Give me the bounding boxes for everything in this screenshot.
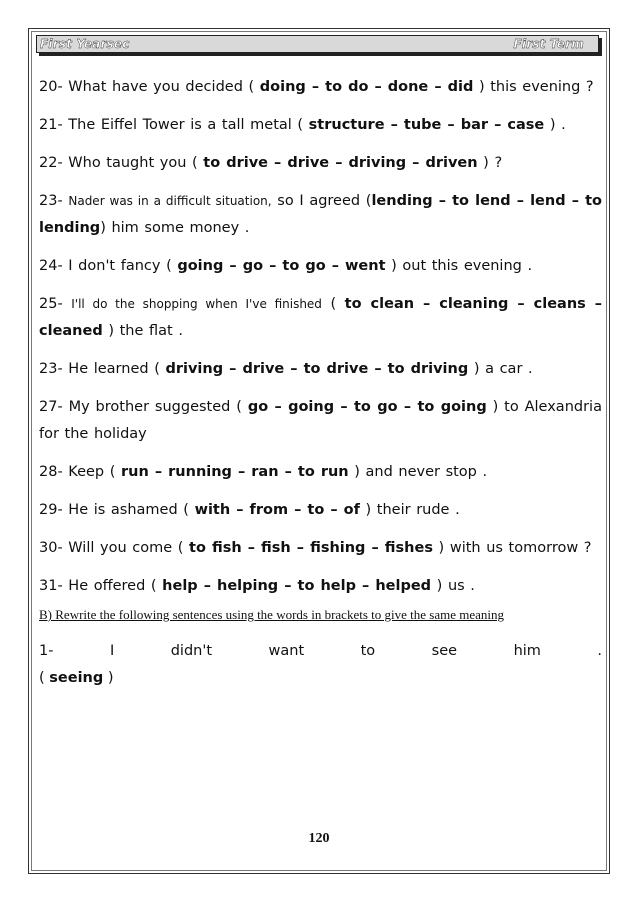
question-text: so I agreed ( <box>271 193 372 209</box>
rewrite-sentence <box>39 638 602 665</box>
question-text-end: ) him some money . <box>100 220 250 236</box>
question-text: 29- He is ashamed ( <box>39 502 195 518</box>
rewrite-word: want <box>268 643 305 659</box>
worksheet-content <box>39 74 602 692</box>
page-number: 120 <box>308 831 330 846</box>
question-text-end: ) this evening ? <box>473 79 594 95</box>
header-right: First Term <box>513 37 584 51</box>
question-options: structure – tube – bar – case <box>308 117 545 133</box>
question-text-end: ) to Alexandria for the holiday <box>39 399 602 442</box>
question-24 <box>39 253 602 280</box>
question-options: with – from – to – of <box>194 502 360 518</box>
question-options: doing – to do – done – did <box>259 79 474 95</box>
question-text-end: ) a car . <box>468 361 533 377</box>
question-text: 27- My brother suggested ( <box>39 399 248 415</box>
question-options: run – running – ran – to run <box>121 464 349 480</box>
question-text: 31- He offered ( <box>39 578 163 594</box>
question-29 <box>39 497 602 524</box>
rewrite-item-1 <box>39 638 602 692</box>
question-number: 25- <box>39 296 72 312</box>
question-text-end: ) their rude . <box>359 502 460 518</box>
header-left: First Yearsec <box>40 37 130 51</box>
question-27 <box>39 394 602 448</box>
question-text-end: ) the flat . <box>102 323 183 339</box>
question-text: 22- Who taught you ( <box>39 155 204 171</box>
question-23b <box>39 356 602 383</box>
question-text-small: I'll do the shopping when I've finished <box>71 297 322 311</box>
rewrite-word: to <box>360 643 376 659</box>
question-30 <box>39 535 602 562</box>
question-options: to drive – drive – driving – driven <box>203 155 478 171</box>
rewrite-word: didn't <box>170 643 213 659</box>
question-number: 23- <box>39 193 69 209</box>
question-options: go – going – to go – to going <box>247 399 487 415</box>
question-options: to fish – fish – fishing – fishes <box>189 540 433 556</box>
question-text-end: ) out this evening . <box>385 258 533 274</box>
question-text-end: ) with us tomorrow ? <box>432 540 592 556</box>
section-b-instructions: B) Rewrite the following sentences using the words in brackets to give the same meaning <box>39 607 504 622</box>
question-31 <box>39 573 602 600</box>
question-options: lending – to lend – lend – to lending <box>39 193 602 236</box>
question-25 <box>39 291 602 345</box>
question-23a <box>39 188 602 242</box>
rewrite-word: him <box>513 643 541 659</box>
question-text: ( <box>321 296 345 312</box>
question-22 <box>39 150 602 177</box>
question-text: 20- What have you decided ( <box>39 79 260 95</box>
question-text-small: Nader was in a difficult situation, <box>68 194 272 208</box>
question-text: 24- I don't fancy ( <box>39 258 178 274</box>
question-text: 28- Keep ( <box>39 464 121 480</box>
question-20 <box>39 74 602 101</box>
question-text: 23- He learned ( <box>39 361 166 377</box>
question-text-end: ) . <box>544 117 566 133</box>
question-text-end: ) us . <box>431 578 475 594</box>
page-header <box>36 35 599 53</box>
question-text: 30- Will you come ( <box>39 540 190 556</box>
rewrite-word: 1- <box>39 643 54 659</box>
bracket-close: ) <box>103 670 114 686</box>
question-options: to clean – cleaning – cleans – cleaned <box>39 296 602 339</box>
rewrite-word: see <box>431 643 458 659</box>
question-options: driving – drive – to drive – to driving <box>165 361 469 377</box>
bracket-open: ( <box>39 670 50 686</box>
question-text-end: ) and never stop . <box>348 464 488 480</box>
question-options: going – go – to go – went <box>177 258 386 274</box>
question-text: 21- The Eiffel Tower is a tall metal ( <box>39 117 309 133</box>
hint-word: seeing <box>49 670 104 686</box>
rewrite-hint <box>39 665 602 692</box>
question-28 <box>39 459 602 486</box>
rewrite-word: I <box>109 643 115 659</box>
question-text-end: ) ? <box>477 155 503 171</box>
question-21 <box>39 112 602 139</box>
rewrite-word: . <box>597 643 602 659</box>
question-options: help – helping – to help – helped <box>162 578 432 594</box>
